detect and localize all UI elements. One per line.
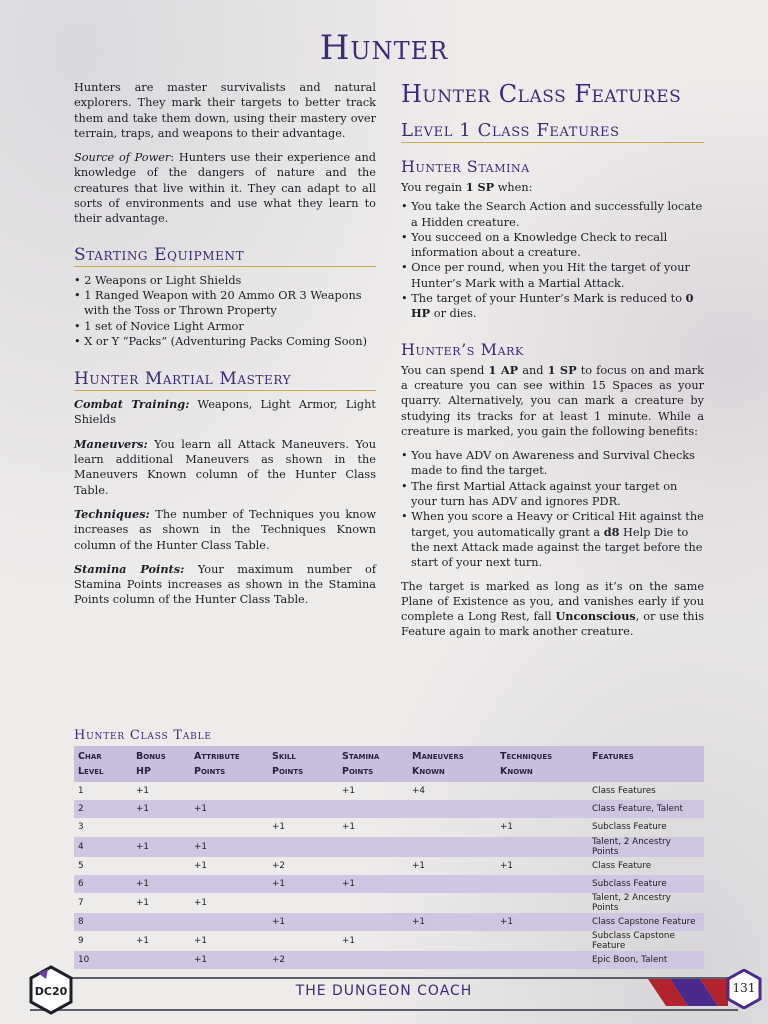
table-cell: +1 (194, 860, 207, 871)
table-header-cell (190, 746, 268, 782)
table-cell (338, 857, 408, 875)
table-cell: 3 (78, 822, 84, 833)
table-cell (408, 837, 496, 857)
table-cell: +1 (408, 913, 496, 931)
table-cell (496, 875, 588, 893)
hunters-mark-heading: Hunter’s Mark (401, 339, 524, 359)
table-cell (496, 800, 588, 818)
table-cell: Talent, 2 Ancestry Points (588, 837, 704, 857)
table-cell: +4 (412, 786, 425, 797)
table-row (74, 857, 704, 875)
table-row (74, 837, 704, 857)
table-cell: Subclass Feature (588, 875, 704, 893)
table-cell: +1 (132, 800, 190, 818)
table-header-cell (132, 746, 190, 782)
table-cell (338, 893, 408, 913)
table-cell (132, 913, 190, 931)
table-cell (190, 782, 268, 800)
table-row (74, 931, 704, 951)
intro-paragraph: Hunters are master survivalists and natural explorers. They mark their targets to better track them and take them down, using their mastery over terrain, traps, and weapons to their advantage. (74, 81, 376, 140)
mark-text: to focus on and mark a creature you can see within 15 Spaces as your quarry. Alternatively, you can mark a creature by studying its tracks for at least 1 minute. While a creature is marked, you gain the following benefits: (401, 363, 704, 438)
table-cell: 5 (78, 860, 84, 871)
table-cell (408, 893, 496, 913)
table-cell (338, 913, 408, 931)
header-line: HP (136, 766, 151, 777)
table-cell: Subclass Capstone Feature (592, 931, 675, 952)
header-line: Points (272, 766, 304, 777)
table-cell: +1 (132, 837, 190, 857)
list-item (401, 509, 704, 570)
list-item-bold: 0 HP (411, 291, 694, 321)
table-cell (268, 800, 338, 818)
header-line: Features (592, 751, 634, 762)
table-cell (408, 951, 496, 969)
page-number: 131 (732, 981, 756, 995)
list-item-text-end: Help Die to the next Attack made against the target before the start of your next turn. (411, 525, 703, 570)
hunter-stamina-heading: Hunter Stamina (401, 157, 530, 176)
table-cell: +1 (194, 936, 207, 947)
source-of-power-label: Source of Power (74, 151, 171, 165)
table-cell: +1 (268, 913, 338, 931)
table-cell: +1 (500, 860, 513, 871)
list-item: • 1 set of Novice Light Armor (74, 319, 376, 334)
page-number-badge (726, 969, 762, 1009)
table-cell: +1 (272, 822, 285, 833)
header-line: Known (412, 766, 445, 777)
table-cell: Epic Boon, Talent (588, 951, 704, 969)
starting-equipment-heading: Starting Equipment (74, 245, 376, 267)
list-item-text: The target of your Hunter’s Mark is reduced to (411, 292, 686, 306)
table-cell: 9 (78, 936, 84, 947)
mark-sp-bold: 1 SP (547, 362, 577, 377)
mark-ap-bold: 1 AP (488, 362, 519, 377)
table-cell: +1 (412, 860, 425, 871)
header-line: Bonus (136, 751, 166, 762)
header-line: Techniques (500, 751, 553, 762)
table-cell (190, 875, 268, 893)
header-line: Level (78, 766, 104, 777)
table-cell (408, 818, 496, 836)
table-header-cell (588, 746, 704, 782)
techniques-text: The number of Techniques you know increases as shown in the Techniques Known column of the Hunter Class Table. (74, 507, 376, 552)
maneuvers-text: You learn all Attack Maneuvers. You learn additional Maneuvers as shown in the Maneuvers Known column of the Hunter Class Table. (74, 437, 376, 497)
table-cell: +1 (342, 822, 355, 833)
table-row (74, 913, 704, 931)
dc20-logo (26, 965, 76, 1015)
table-cell (132, 818, 190, 836)
hunter-stamina-list (401, 199, 704, 321)
combat-training-paragraph (74, 397, 376, 428)
header-line: Maneuvers (412, 751, 464, 762)
table-row (74, 800, 704, 818)
header-line: Attribute (194, 751, 240, 762)
header-line: Skill (272, 751, 296, 762)
table-cell: +1 (190, 951, 268, 969)
table-cell: +1 (136, 936, 149, 947)
table-cell (496, 893, 588, 913)
stamina-intro-text: You regain (401, 181, 466, 194)
table-cell: Class Capstone Feature (588, 913, 704, 931)
header-line: Points (194, 766, 226, 777)
starting-equipment-list (74, 273, 376, 349)
table-cell: Class Feature, Talent (588, 800, 704, 818)
logo-text: DC20 (34, 985, 68, 998)
mark-duration-text: The target is marked as long as it’s on the same Plane of Existence as you, and vanishes early if you complete a Long Rest, fall (401, 579, 704, 624)
techniques-paragraph (74, 507, 376, 553)
table-cell (496, 837, 588, 857)
table-cell: +1 (194, 897, 207, 908)
source-of-power-text: : Hunters use their experience and knowledge of the dangers of nature and the creatures that live within it. They can adapt to all sorts of environments and use what they learn to their advantage. (74, 151, 377, 226)
table-header-cell (408, 746, 496, 782)
stamina-points-text: Your maximum number of Stamina Points increases as shown in the Stamina Points column of the Hunter Class Table. (74, 562, 376, 607)
table-cell: 4 (74, 837, 132, 857)
table-cell: +1 (500, 822, 513, 833)
table-cell: Class Feature (592, 860, 652, 871)
header-line: Known (500, 766, 533, 777)
table-cell: +1 (190, 837, 268, 857)
hunters-mark-duration-paragraph (401, 579, 704, 640)
combat-training-text: Weapons, Light Armor, Light Shields (74, 398, 376, 427)
header-line: Char (78, 751, 102, 762)
source-of-power-paragraph (74, 150, 376, 226)
header-line: Stamina (342, 751, 380, 762)
table-header-row (74, 746, 704, 782)
table-cell (268, 782, 338, 800)
class-features-heading: Hunter Class Features (401, 80, 682, 108)
level1-heading: Level 1 Class Features (401, 120, 704, 143)
footer-title: THE DUNGEON COACH (295, 983, 473, 999)
list-item: • 1 Ranged Weapon with 20 Ammo OR 3 Weapons with the Toss or Thrown Property (74, 288, 376, 319)
list-item-bold: d8 (603, 524, 620, 539)
table-cell (496, 931, 588, 951)
table-cell (338, 800, 408, 818)
stamina-points-label: Stamina Points: (74, 561, 185, 576)
table-cell (132, 951, 190, 969)
mark-text: You can spend (401, 363, 489, 377)
table-cell: +1 (190, 800, 268, 818)
mark-duration-text-end: , or use this Feature again to mark another creature. (401, 610, 704, 639)
left-column (74, 80, 376, 617)
table-cell (190, 913, 268, 931)
list-item-text-end: or dies. (430, 307, 477, 321)
table-cell: Class Features (592, 786, 656, 797)
mark-text: and (518, 363, 548, 377)
table-cell: Talent, 2 Ancestry Points (592, 892, 671, 913)
table-cell (338, 837, 408, 857)
class-table (74, 746, 704, 969)
table-cell: 1 (78, 786, 84, 797)
table-cell: +1 (338, 875, 408, 893)
list-item-text: When you score a Heavy or Critical Hit against the target, you automatically grant a (411, 510, 704, 539)
table-cell: 8 (74, 913, 132, 931)
table-cell (268, 931, 338, 951)
list-item (401, 291, 704, 322)
list-item: • X or Y “Packs” (Adventuring Packs Coming Soon) (74, 334, 376, 349)
mark-duration-bold: Unconscious (555, 609, 636, 624)
list-item: • The first Martial Attack against your target on your turn has ADV and ignores PDR. (401, 479, 704, 510)
right-column (401, 78, 704, 649)
table-cell (190, 818, 268, 836)
table-cell: +1 (496, 913, 588, 931)
table-header-cell (496, 746, 588, 782)
table-cell (408, 931, 496, 951)
table-cell (408, 800, 496, 818)
table-cell: +2 (268, 951, 338, 969)
table-body (74, 782, 704, 969)
list-item: • You have ADV on Awareness and Survival Checks made to find the target. (401, 448, 704, 479)
table-cell (338, 951, 408, 969)
maneuvers-paragraph (74, 437, 376, 498)
table-cell (268, 837, 338, 857)
table-cell (496, 951, 588, 969)
class-table-section (74, 728, 704, 969)
combat-training-label: Combat Training: (74, 397, 190, 412)
table-header-cell (268, 746, 338, 782)
table-cell: +1 (136, 897, 149, 908)
table-cell: +1 (342, 936, 355, 947)
stamina-intro-bold: 1 SP (465, 180, 495, 194)
header-line: Points (342, 766, 374, 777)
table-row (74, 782, 704, 800)
list-item: • You succeed on a Knowledge Check to recall information about a creature. (401, 230, 704, 261)
list-item: • You take the Search Action and successfully locate a Hidden creature. (401, 199, 704, 230)
stamina-points-paragraph (74, 562, 376, 608)
table-cell: +1 (268, 875, 338, 893)
table-cell: Subclass Feature (592, 822, 667, 833)
class-table-title: Hunter Class Table (74, 728, 212, 743)
table-header-cell (74, 746, 132, 782)
stamina-intro-text-end: when: (494, 181, 533, 194)
table-cell (132, 857, 190, 875)
hunter-stamina-intro (401, 180, 704, 195)
table-row (74, 875, 704, 893)
table-row (74, 951, 704, 969)
list-item: • Once per round, when you Hit the target of your Hunter’s Mark with a Martial Attack. (401, 260, 704, 291)
table-cell: +1 (132, 875, 190, 893)
table-cell (496, 782, 588, 800)
table-cell: 10 (74, 951, 132, 969)
table-cell: 2 (74, 800, 132, 818)
page-title: Hunter (319, 28, 449, 68)
table-row (74, 818, 704, 836)
list-item: • 2 Weapons or Light Shields (74, 273, 376, 288)
table-cell: +1 (136, 786, 149, 797)
hunters-mark-paragraph (401, 363, 704, 439)
table-cell: +1 (342, 786, 355, 797)
table-header-cell (338, 746, 408, 782)
table-cell: 7 (78, 897, 84, 908)
table-cell (408, 875, 496, 893)
maneuvers-label: Maneuvers: (74, 436, 148, 451)
martial-mastery-heading: Hunter Martial Mastery (74, 369, 376, 391)
table-cell: +2 (272, 860, 285, 871)
table-cell (268, 893, 338, 913)
table-row (74, 893, 704, 913)
table-cell: 6 (74, 875, 132, 893)
hunters-mark-list (401, 448, 704, 570)
techniques-label: Techniques: (74, 506, 150, 521)
